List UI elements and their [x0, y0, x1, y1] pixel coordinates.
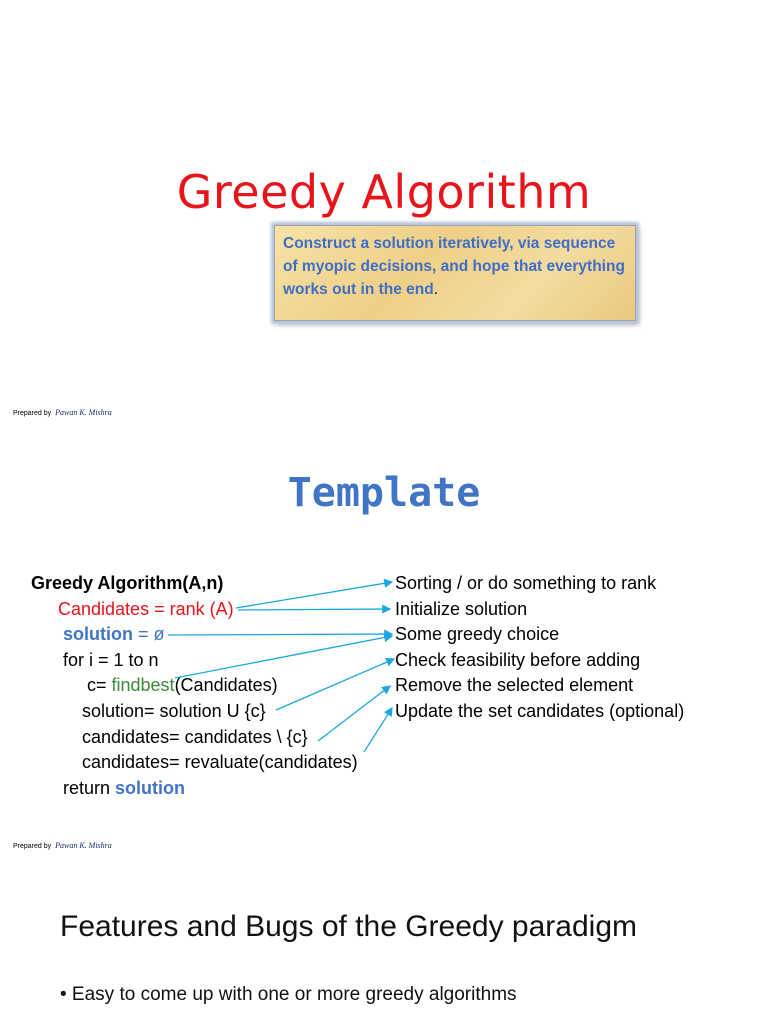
prepared-by-label: Prepared by	[13, 843, 52, 850]
prepared-by-footer-2	[13, 841, 112, 850]
author-signature: Pawan K. Mishra	[55, 408, 112, 417]
prepared-by-label: Prepared by	[13, 410, 52, 417]
code-line-findbest	[87, 675, 278, 695]
definition-text: Construct a solution iteratively, via sequence of myopic decisions, and hope that everything works out in the end	[283, 235, 625, 298]
arrow-remove-to-selected	[318, 686, 390, 741]
author-signature: Pawan K. Mishra	[55, 841, 112, 850]
note-remove-selected: Remove the selected element	[395, 675, 634, 695]
code-line-candidates: Candidates = rank (A)	[58, 599, 234, 619]
code-line-union: solution= solution U {c}	[82, 701, 266, 721]
code-line-header: Greedy Algorithm(A,n)	[31, 573, 224, 593]
slide2-title: Template	[287, 470, 481, 516]
slide3-title: Features and Bugs of the Greedy paradigm	[60, 910, 638, 943]
code-return-var: solution	[115, 778, 186, 798]
arrow-rank-to-initialize	[238, 609, 390, 610]
code-line-return	[63, 778, 185, 798]
code-empty-set: = ø	[133, 624, 165, 644]
code-c-assign: c=	[87, 675, 112, 695]
code-return-keyword: return	[63, 778, 116, 798]
prepared-by-footer-1	[13, 408, 112, 417]
code-findbest-args: (Candidates)	[174, 675, 278, 695]
note-initialize: Initialize solution	[395, 599, 528, 619]
arrow-union-to-feasibility	[276, 659, 394, 710]
arrow-revaluate-to-update	[364, 708, 392, 752]
slide1-title: Greedy Algorithm	[176, 165, 592, 219]
note-sorting: Sorting / or do something to rank	[395, 573, 657, 593]
note-update-candidates: Update the set candidates (optional)	[395, 701, 685, 721]
code-line-remove: candidates= candidates \ {c}	[82, 727, 308, 747]
note-greedy-choice: Some greedy choice	[395, 624, 560, 644]
arrow-rank-to-sorting	[236, 582, 392, 608]
code-findbest-fn: findbest	[111, 675, 175, 695]
code-line-loop: for i = 1 to n	[63, 650, 159, 670]
note-feasibility: Check feasibility before adding	[395, 650, 641, 670]
code-line-init	[63, 624, 165, 644]
definition-period: .	[433, 281, 439, 298]
arrow-solution-to-greedy	[168, 634, 392, 635]
arrow-findbest-to-choice	[175, 636, 392, 678]
code-solution-var: solution	[63, 624, 133, 644]
code-line-revaluate: candidates= revaluate(candidates)	[82, 752, 358, 772]
bullet-item: • Easy to come up with one or more greedy algorithms	[60, 984, 517, 1005]
definition-box	[274, 225, 636, 321]
